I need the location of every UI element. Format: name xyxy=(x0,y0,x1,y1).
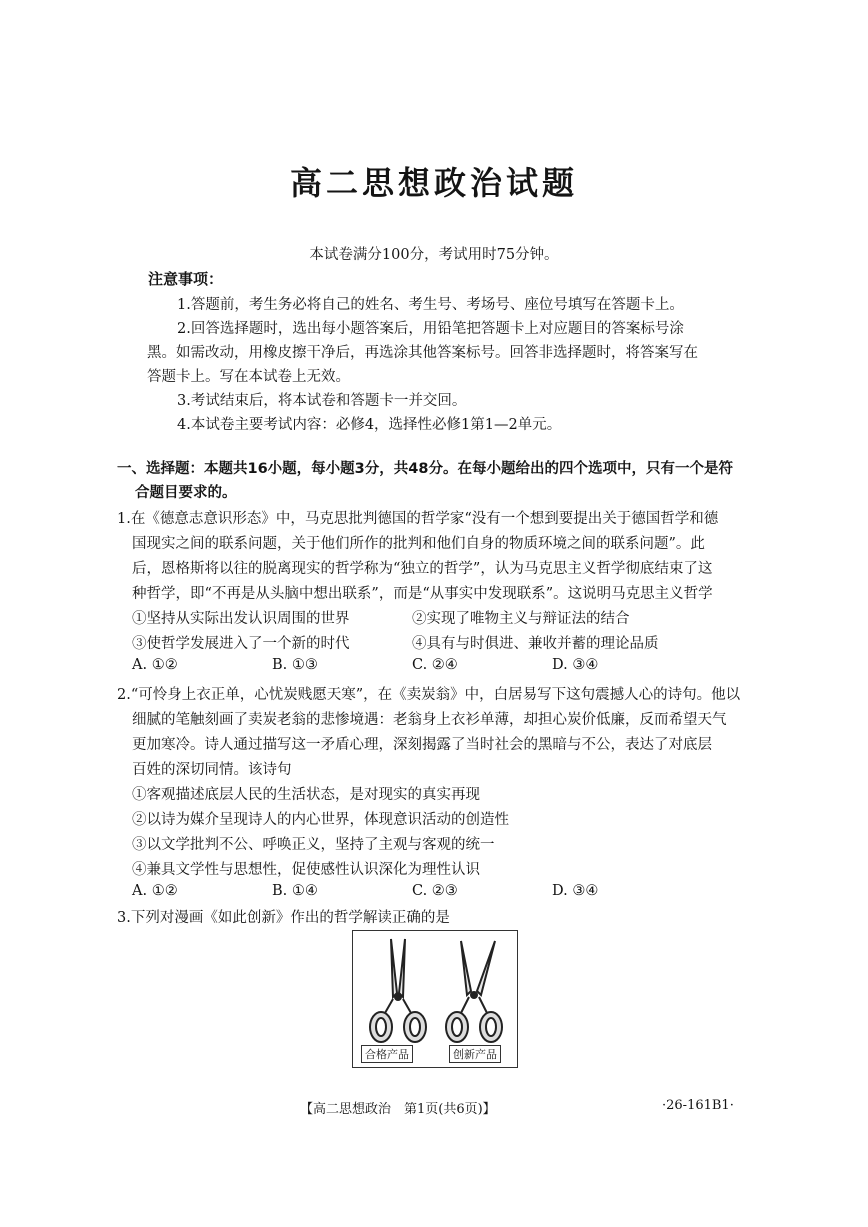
q1-statement-4: ④具有与时俱进、兼收并蓄的理论品质 xyxy=(412,636,659,652)
q1-option-d[interactable]: D. ③④ xyxy=(552,657,599,673)
notice-heading: 注意事项： xyxy=(148,270,224,288)
notice-item-3: 3.考试结束后，将本试卷和答题卡一并交回。 xyxy=(177,393,467,409)
scissors-left-icon xyxy=(370,939,426,1042)
q1-stem-line: 1.在《德意志意识形态》中，马克思批判德国的哲学家“没有一个想到要提出关于德国哲学和德 xyxy=(117,511,719,527)
scissors-right-icon xyxy=(446,941,502,1042)
q2-statement-2: ②以诗为媒介呈现诗人的内心世界，体现意识活动的创造性 xyxy=(132,812,509,828)
q1-option-c[interactable]: C. ②④ xyxy=(412,657,458,673)
notice-item-1: 1.答题前，考生务必将自己的姓名、考生号、考场号、座位号填写在答题卡上。 xyxy=(177,297,684,313)
q2-statement-3: ③以文学批判不公、呼唤正义，坚持了主观与客观的统一 xyxy=(132,837,495,853)
q2-stem-line: 更加寒冷。诗人通过描写这一矛盾心理，深刻揭露了当时社会的黑暗与不公，表达了对底层 xyxy=(132,737,712,753)
q1-statement-3: ③使哲学发展进入了一个新的时代 xyxy=(132,636,350,652)
q2-option-d[interactable]: D. ③④ xyxy=(552,883,599,899)
section-heading-cont: 合题目要求的。 xyxy=(135,485,237,501)
notice-item-2: 2.回答选择题时，选出每小题答案后，用铅笔把答题卡上对应题目的答案标号涂 xyxy=(177,321,684,337)
page-title: 高二思想政治试题 xyxy=(289,164,578,202)
q2-stem-line: 细腻的笔触刻画了卖炭老翁的悲惨境遇：老翁身上衣衫单薄，却担心炭价低廉，反而希望天气 xyxy=(132,712,727,728)
caption-innovative: 创新产品 xyxy=(449,1045,501,1063)
q1-option-b[interactable]: B. ①③ xyxy=(272,657,318,673)
q3-stem: 3.下列对漫画《如此创新》作出的哲学解读正确的是 xyxy=(117,910,450,926)
exam-subtitle: 本试卷满分100分，考试用时75分钟。 xyxy=(309,247,559,263)
q1-stem-line: 种哲学，即“不再是从头脑中想出联系”，而是“从事实中发现联系”。这说明马克思主义哲学 xyxy=(132,586,713,602)
q1-statement-2: ②实现了唯物主义与辩证法的结合 xyxy=(412,611,630,627)
q2-statement-4: ④兼具文学性与思想性，促使感性认识深化为理性认识 xyxy=(132,862,480,878)
section-heading: 一、选择题：本题共16小题，每小题3分，共48分。在每小题给出的四个选项中，只有一个是符 xyxy=(117,461,733,477)
q2-stem-line: 百姓的深切同情。该诗句 xyxy=(132,762,292,778)
q1-statement-1: ①坚持从实际出发认识周围的世界 xyxy=(132,611,350,627)
q2-statement-1: ①客观描述底层人民的生活状态，是对现实的真实再现 xyxy=(132,787,480,803)
q2-option-c[interactable]: C. ②③ xyxy=(412,883,458,899)
footer-page-info: 【高二思想政治 第1页(共6页)】 xyxy=(300,1102,496,1117)
footer-code: ·26-161B1· xyxy=(662,1098,734,1113)
q1-option-a[interactable]: A. ①② xyxy=(132,657,178,673)
q1-stem-line: 国现实之间的联系问题，关于他们所作的批判和他们自身的物质环境之间的联系问题”。此 xyxy=(132,536,705,552)
q2-stem-line: 2.“可怜身上衣正单，心忧炭贱愿天寒”，在《卖炭翁》中，白居易写下这句震撼人心的诗句。他以 xyxy=(117,687,741,703)
q1-stem-line: 后，恩格斯将以往的脱离现实的哲学称为“独立的哲学”，认为马克思主义哲学彻底结束了这 xyxy=(132,561,713,577)
cartoon-figure xyxy=(352,930,518,1068)
caption-qualified: 合格产品 xyxy=(361,1045,413,1063)
notice-item-4: 4.本试卷主要考试内容：必修4，选择性必修1第1—2单元。 xyxy=(177,417,562,433)
notice-item-2-cont: 黑。如需改动，用橡皮擦干净后，再选涂其他答案标号。回答非选择题时，将答案写在 xyxy=(147,345,698,361)
q2-option-a[interactable]: A. ①② xyxy=(132,883,178,899)
notice-item-2-end: 答题卡上。写在本试卷上无效。 xyxy=(147,369,350,385)
q2-option-b[interactable]: B. ①④ xyxy=(272,883,318,899)
